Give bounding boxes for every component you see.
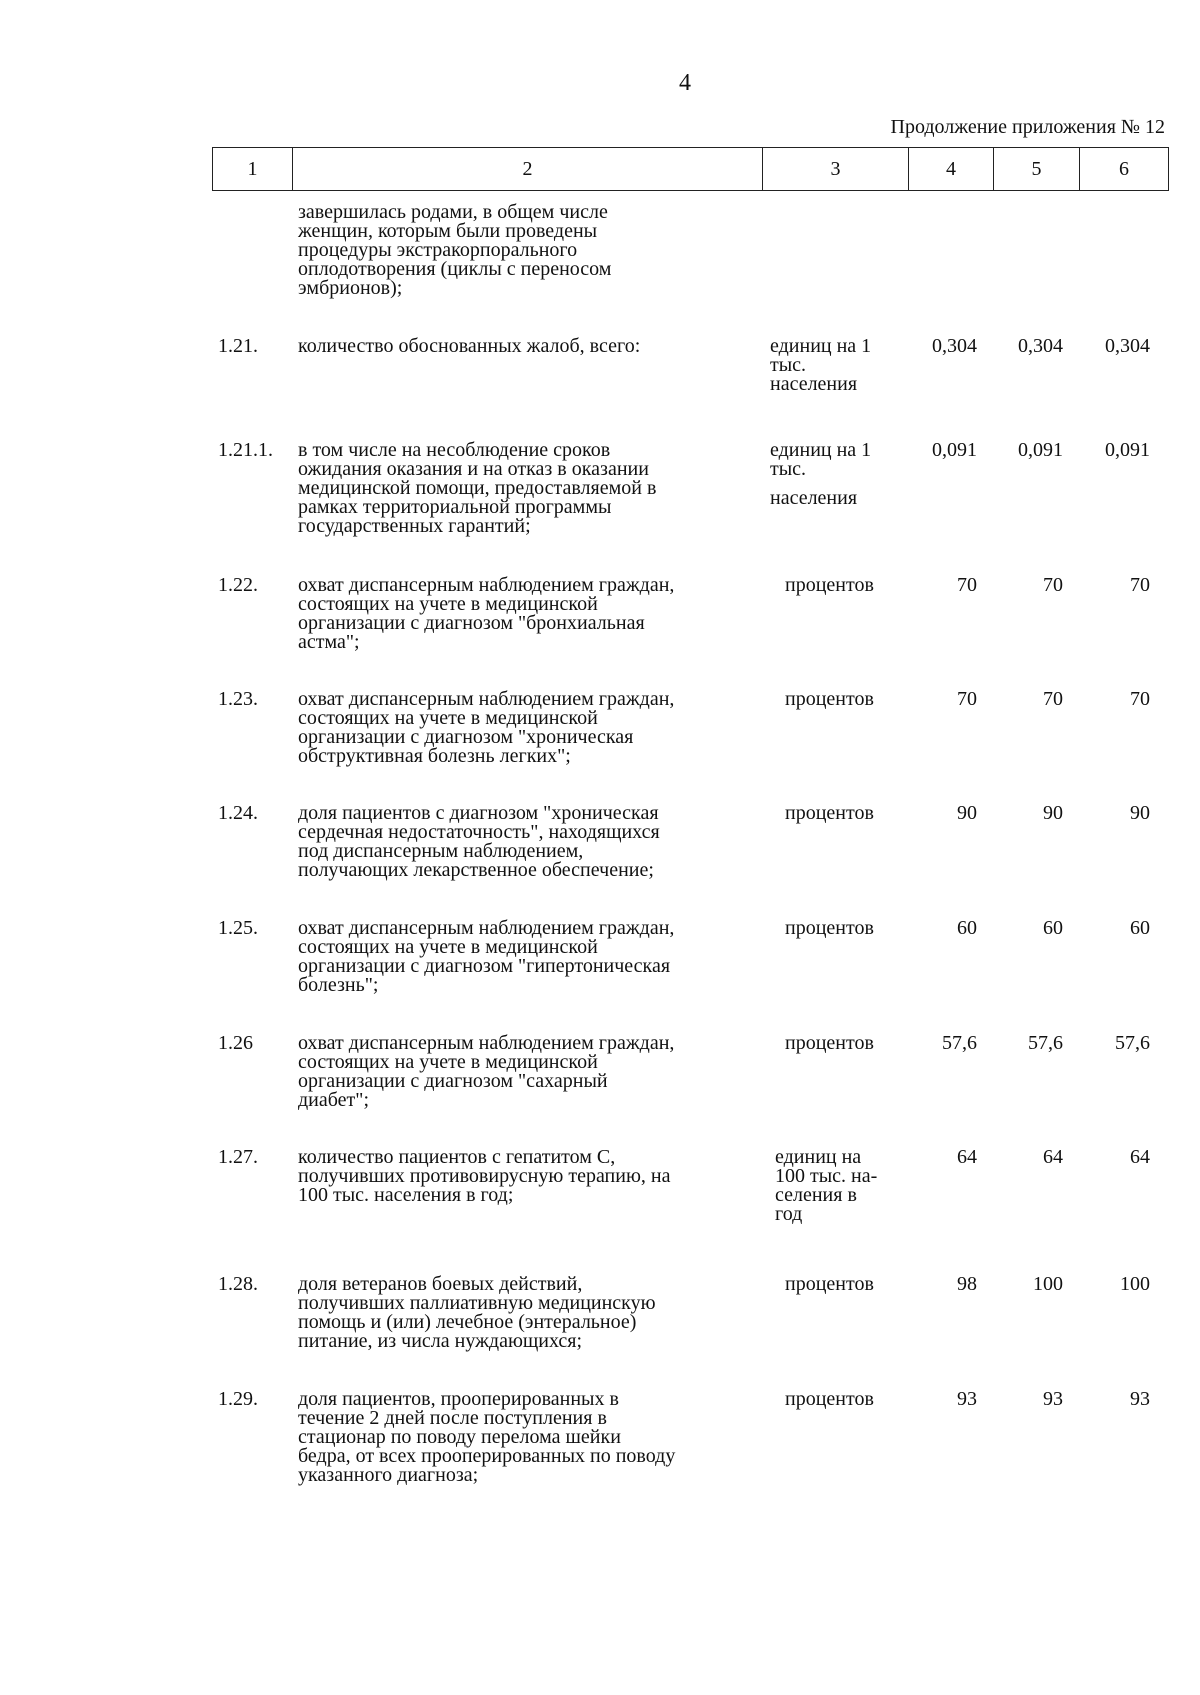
unit-line: населения	[770, 487, 858, 509]
description-line: доля пациентов с диагнозом "хроническая	[298, 802, 659, 824]
description-line: под диспансерным наблюдением,	[298, 840, 584, 862]
description-line: астма";	[298, 631, 360, 653]
description-line: рамках территориальной программы	[298, 496, 612, 518]
description-line: течение 2 дней после поступления в	[298, 1407, 607, 1429]
description-line: сердечная недостаточность", находящихся	[298, 821, 660, 843]
description-line: диабет";	[298, 1089, 370, 1111]
row-unit	[770, 441, 910, 508]
column-header-2: 2	[293, 148, 763, 191]
unit-line: населения	[770, 373, 858, 395]
row-description	[298, 804, 768, 880]
description-line: стационар по поводу перелома шейки	[298, 1426, 621, 1448]
row-unit	[770, 337, 910, 394]
row-value-col5: 100	[1033, 1273, 1063, 1295]
unit-line: процентов	[785, 917, 874, 939]
unit-line: год	[775, 1203, 803, 1225]
description-line: состоящих на учете в медицинской	[298, 593, 598, 615]
description-line: охват диспансерным наблюдением граждан,	[298, 1032, 675, 1054]
description-line: организации с диагнозом "сахарный	[298, 1070, 608, 1092]
description-line: доля ветеранов боевых действий,	[298, 1273, 583, 1295]
unit-line: процентов	[785, 1032, 874, 1054]
description-line: оплодотворения (циклы с переносом	[298, 258, 612, 280]
column-header-6: 6	[1080, 148, 1169, 191]
unit-line: тыс.	[770, 354, 807, 376]
row-number: 1.21.	[218, 335, 258, 357]
column-header-row	[213, 148, 1169, 191]
row-description	[298, 919, 768, 995]
unit-line: процентов	[785, 1273, 874, 1295]
row-number: 1.22.	[218, 574, 258, 596]
row-value-col6: 70	[1130, 688, 1150, 710]
row-value-col5: 70	[1043, 688, 1063, 710]
continued-description	[298, 203, 768, 298]
unit-line: процентов	[785, 574, 874, 596]
row-value-col6: 0,091	[1105, 439, 1150, 461]
row-number: 1.21.1.	[218, 439, 273, 461]
continuation-title: Продолжение приложения № 12	[890, 116, 1165, 138]
row-value-col6: 0,304	[1105, 335, 1150, 357]
description-line: количество пациентов с гепатитом С,	[298, 1146, 616, 1168]
unit-line: единиц на 1	[770, 335, 872, 357]
row-value-col6: 93	[1130, 1388, 1150, 1410]
description-line: эмбрионов);	[298, 277, 403, 299]
row-value-col6: 64	[1130, 1146, 1150, 1168]
row-value-col6: 70	[1130, 574, 1150, 596]
column-header-3: 3	[763, 148, 909, 191]
row-description	[298, 337, 768, 356]
row-unit	[785, 804, 925, 823]
description-line: количество обоснованных жалоб, всего:	[298, 335, 641, 357]
row-number: 1.24.	[218, 802, 258, 824]
description-line: доля пациентов, прооперированных в	[298, 1388, 619, 1410]
row-value-col5: 90	[1043, 802, 1063, 824]
row-value-col4: 0,304	[932, 335, 977, 357]
page-number: 4	[679, 70, 691, 96]
row-value-col4: 0,091	[932, 439, 977, 461]
row-value-col4: 70	[957, 688, 977, 710]
unit-line: тыс.	[770, 458, 807, 480]
row-value-col4: 60	[957, 917, 977, 939]
row-value-col4: 98	[957, 1273, 977, 1295]
description-line: охват диспансерным наблюдением граждан,	[298, 917, 675, 939]
description-line: охват диспансерным наблюдением граждан,	[298, 574, 675, 596]
unit-line: 100 тыс. на-	[775, 1165, 878, 1187]
row-description	[298, 576, 768, 652]
description-line: получивших паллиативную медицинскую	[298, 1292, 656, 1314]
description-line: питание, из числа нуждающихся;	[298, 1330, 583, 1352]
description-line: получивших противовирусную терапию, на	[298, 1165, 671, 1187]
description-line: получающих лекарственное обеспечение;	[298, 859, 654, 881]
description-line: государственных гарантий;	[298, 515, 531, 537]
column-header-table	[212, 147, 1169, 191]
row-value-col4: 90	[957, 802, 977, 824]
row-value-col5: 57,6	[1028, 1032, 1063, 1054]
row-description	[298, 690, 768, 766]
row-unit	[785, 690, 925, 709]
description-line: состоящих на учете в медицинской	[298, 707, 598, 729]
unit-line: селения в	[775, 1184, 857, 1206]
row-number: 1.26	[218, 1032, 253, 1054]
description-line: организации с диагнозом "хроническая	[298, 726, 634, 748]
unit-line: процентов	[785, 688, 874, 710]
description-line: состоящих на учете в медицинской	[298, 1051, 598, 1073]
description-line: бедра, от всех прооперированных по поводу	[298, 1445, 676, 1467]
description-line: процедуры экстракорпорального	[298, 239, 578, 261]
row-value-col6: 90	[1130, 802, 1150, 824]
row-value-col5: 0,304	[1018, 335, 1063, 357]
row-number: 1.29.	[218, 1388, 258, 1410]
description-line: организации с диагнозом "бронхиальная	[298, 612, 645, 634]
row-value-col5: 93	[1043, 1388, 1063, 1410]
row-value-col6: 57,6	[1115, 1032, 1150, 1054]
row-description	[298, 1275, 768, 1351]
row-value-col6: 100	[1120, 1273, 1150, 1295]
description-line: охват диспансерным наблюдением граждан,	[298, 688, 675, 710]
row-description	[298, 1148, 768, 1205]
description-line: завершилась родами, в общем числе	[298, 201, 608, 223]
description-line: помощь и (или) лечебное (энтеральное)	[298, 1311, 637, 1333]
description-line: медицинской помощи, предоставляемой в	[298, 477, 657, 499]
description-line: болезнь";	[298, 974, 379, 996]
row-unit	[785, 576, 925, 595]
unit-line: процентов	[785, 802, 874, 824]
column-header-5: 5	[994, 148, 1080, 191]
column-header-4: 4	[909, 148, 994, 191]
description-line: в том числе на несоблюдение сроков	[298, 439, 611, 461]
row-unit	[775, 1148, 915, 1224]
description-line: ожидания оказания и на отказ в оказании	[298, 458, 649, 480]
row-unit	[785, 919, 925, 938]
description-line: указанного диагноза;	[298, 1464, 479, 1486]
description-line: 100 тыс. населения в год;	[298, 1184, 514, 1206]
unit-line: процентов	[785, 1388, 874, 1410]
row-value-col5: 0,091	[1018, 439, 1063, 461]
row-value-col6: 60	[1130, 917, 1150, 939]
description-line: состоящих на учете в медицинской	[298, 936, 598, 958]
row-description	[298, 441, 768, 536]
row-unit	[785, 1390, 925, 1409]
row-number: 1.25.	[218, 917, 258, 939]
row-number: 1.23.	[218, 688, 258, 710]
column-header-1: 1	[213, 148, 293, 191]
row-unit	[785, 1034, 925, 1053]
row-value-col4: 64	[957, 1146, 977, 1168]
row-value-col5: 64	[1043, 1146, 1063, 1168]
description-line: организации с диагнозом "гипертоническая	[298, 955, 671, 977]
row-value-col4: 93	[957, 1388, 977, 1410]
row-description	[298, 1034, 768, 1110]
row-number: 1.28.	[218, 1273, 258, 1295]
row-value-col4: 70	[957, 574, 977, 596]
description-line: женщин, которым были проведены	[298, 220, 598, 242]
row-value-col4: 57,6	[942, 1032, 977, 1054]
row-value-col5: 70	[1043, 574, 1063, 596]
row-number: 1.27.	[218, 1146, 258, 1168]
unit-line: единиц на 1	[770, 439, 872, 461]
row-value-col5: 60	[1043, 917, 1063, 939]
description-line: обструктивная болезнь легких";	[298, 745, 571, 767]
row-description	[298, 1390, 768, 1485]
row-unit	[785, 1275, 925, 1294]
unit-line: единиц на	[775, 1146, 862, 1168]
